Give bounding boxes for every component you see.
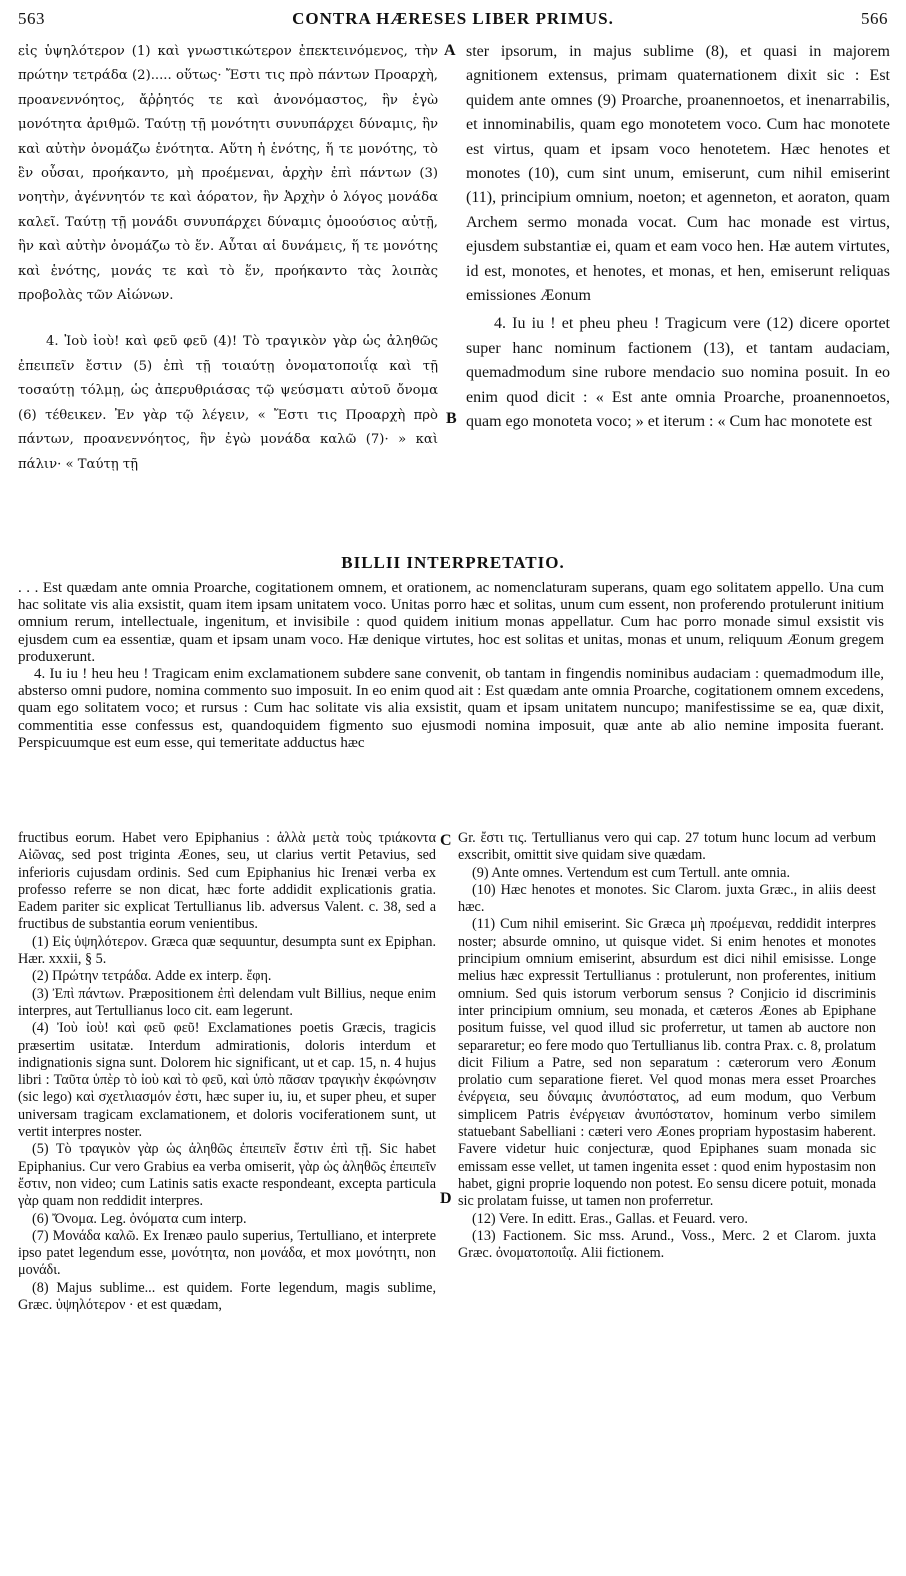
footnote: (9) Ante omnes. Vertendum est cum Tertull. ante omnia. <box>472 864 791 881</box>
footnote: (7) Μονάδα καλῶ. Ex Irenæo paulo superius, Tertulliano, et interprete ipso patet legendum esse, μονότητα, non μονάδα, et mox μονότητι, non μονάδι. <box>18 1227 436 1279</box>
greek-column <box>18 40 438 477</box>
footnote: (8) Majus sublime... est quidem. Forte legendum, magis sublime, Græc. ὑψηλότερον · et est quædam, <box>18 1279 436 1314</box>
footnote: (5) Τὸ τραγικὸν γὰρ ὡς ἀληθῶς ἐπειπεῖν ἔστιν ἐπὶ τῇ. Sic habet Epiphanius. Cur vero Grabius ea verba omiserit, γὰρ ὡς ἀληθῶς ἐπειπεῖν ἔστιν, non video; cum Latinis satis exacte respondeant, excepta particula γὰρ quam non reddidit interpres. <box>18 1141 436 1210</box>
footnote: Gr. ἔστι τις. Tertullianus vero qui cap. 27 totum hunc locum ad verbum exscribit, omittit sive quidam sive quædam. <box>458 830 876 864</box>
footnotes-right-column <box>458 830 876 1262</box>
footnote: (13) Factionem. Sic mss. Arund., Voss., Merc. 2 et Clarom. juxta Græc. ὀνοματοποιΐᾳ. Alii fictionem. <box>458 1227 876 1262</box>
footnote: (2) Πρώτην τετράδα. Adde ex interp. ἔφη. <box>32 968 272 985</box>
latin-paragraph: ster ipsorum, in majus sublime (8), et quasi in majorem agnitionem extensus, primam quaternationem dixit sic : Est quidem ante omnes (9) Proarche, proanennoetos, et inenarrabilis, et innominabilis, quam ego monotetem voco. Cum hac monotete est virtus, quam et ipsam voco henotetem. Hæc henotes et monotes (10), cum sint unum, emiserunt, cum nihil emiserint (11), principium omnium, noeton; et agenneton, et aoraton, quam Archem sermo monada vocat. Cum hac monade est virtus, ejusdem substantiæ ei, quam et eam voco hen. Hæ autem virtutes, id est, monotes, et henotes, et monas, et hen, emiserunt reliquas emissiones Æonum <box>466 43 890 305</box>
billii-interpretation <box>18 580 884 752</box>
footnote: (12) Vere. In editt. Eras., Gallas. et Feuard. vero. <box>472 1210 748 1227</box>
footnote: (11) Cum nihil emiserint. Sic Græca μὴ προέμεναι, reddidit interpres noster; absurde omnino, ut quisque videt. Si enim henotes et monotes principium omnium emiserint, absurdum est dici nihil emisisse. Longe melius hæc expressit Tertullianus : protulerunt, non proferentes, initium omnium. Sed quis istorum verborum sensus ? Conjicio id discriminis inter principium omnium, seu monada, et cæteros Æones ab Epiphane positum fuisse, vel quod illud sic proferretur, ut tamen ab auctore non separaretur; eo fere modo quo Tertullianus lib. contra Prax. c. 8, prolatum dicit Filium a Patre, sed non separatum : cæterorum vero Æonum prolatio cum separatione fieret. Vel quod monas mera esset Proarches ἐνέργεια, seu δύναμις ἀνυπόστατος, ad eum modum, quo Verbum simplicem Patris ἐνέργειαν ἀνυπόστατον, hominum verbo similem statuebant Sabelliani : cæteri vero Æones propriam hypostasim haberent. Favere videtur huic conjecturæ, quod Epiphanes suam monada sic emissam esse vellet, ut tamen ingenita esset : quod enim hypostasim non habet, gigni proprie loquendo non potest. Eo sensu dicere potuit, monada sic prolatam fuisse, ut tamen non proferretur. <box>458 916 876 1210</box>
interpretation-paragraph: . . . Est quædam ante omnia Proarche, cogitationem omnem, et orationem, ac nomenclaturam superans, quam ego solitatem appello. Una cum hac solitate vis alia exsistit, quam item ipsam unitatem voco. Unitas porro hæc et solitas, unum cum essent, non proferendo protulerunt initium omnium rerum, intellectuale, ingenitum, et invisibile : quod quidem initium monas appellatur. Cum hac porro monade simul exsistit vis ejusdem cum ea essentiæ, quam et ipsam unam voco. Hæ denique virtutes, hoc est solitas et unitas, monas et unum, reliquum Æonum gregem produxerunt. <box>18 580 884 665</box>
page-number-left: 563 <box>18 9 45 28</box>
section-heading: BILLII INTERPRETATIO. <box>341 553 565 572</box>
margin-letter-a: A <box>444 42 456 59</box>
margin-letter-b: B <box>446 410 457 427</box>
running-head <box>18 4 888 34</box>
greek-paragraph: 4. Ἰοὺ ἰοὺ! καὶ φεῦ φεῦ (4)! Τὸ τραγικὸν γὰρ ὡς ἀληθῶς ἐπειπεῖν ἔστιν (5) ἐπὶ τῇ τοιαύτῃ ὀνοματοποιΐᾳ καὶ τῇ τοσαύτῃ τόλμῃ, ὡς ἀπερυθριάσας τῷ ψεύσματι αὐτοῦ ὄνομα (6) τέθεικεν. Ἐν γὰρ τῷ λέγειν, « Ἔστι τις Προαρχὴ πρὸ πάντων, προανεννόητος, ἣν ἐγὼ μονάδα καλῶ (7)· » καὶ πάλιν· « Ταύτῃ τῇ <box>18 334 438 472</box>
footnote: (1) Εἰς ὑψηλότερον. Græca quæ sequuntur, desumpta sunt ex Epiphan. Hær. xxxii, § 5. <box>18 933 436 968</box>
footnote: (10) Hæc henotes et monotes. Sic Clarom. juxta Græc., in aliis deest hæc. <box>458 881 876 916</box>
interpretation-paragraph: 4. Iu iu ! heu heu ! Tragicam enim exclamationem subdere sane convenit, ob tantam in fingendis nominibus audaciam : quemadmodum ille, absterso omni pudore, nomina commento suo imposuit. In eo enim quod ait : Est quædam ante omnia Proarche, cogitationem omnem excedens, quam ego solitatem voco; et rursus : Cum hac solitate vis alia exsistit, quam et ipsam unitatem nuncupo; manifestissime se ea, quæ dixit, commentitia esse confessus est, quandoquidem figmento suo ejusmodi nomina imposuit, quæ ante ab alio nemine imposita fuerant. Perspicuumque est eum esse, qui temeritate adductus hæc <box>18 666 884 751</box>
parallel-text <box>18 40 888 540</box>
latin-column <box>466 40 890 435</box>
margin-letter-d: D <box>440 1190 452 1207</box>
footnote: (3) Ἐπὶ πάντων. Præpositionem ἐπὶ delendam vult Billius, neque enim interpres, aut Tertullianus loco cit. eam legerunt. <box>18 985 436 1019</box>
footnote: (6) Ὄνομα. Leg. ὀνόματα cum interp. <box>32 1210 247 1227</box>
footnote: fructibus eorum. Habet vero Epiphanius : ἀλλὰ μετὰ τοὺς τριάκοντα Αἰῶνας, sed post triginta Æones, seu, ut clarius vertit Petavius, sed inferioris cujusdam ordinis. Sed cum Epiphanius hic Irenæi verba ex professo referre se non dicat, hæc forte addidit explicationis gratia. Eadem pariter sic explicat Tertullianus lib. adversus Valent. c. 38, sed a fructibus de substantia eorum venientibus. <box>18 830 436 933</box>
footnote: (4) Ἰοὺ ἰοὺ! καὶ φεῦ φεῦ! Exclamationes poetis Græcis, tragicis præsertim usitatæ. Interdum admirationis, doloris interdum et indignationis signa sunt. Dolorem hic significant, ut et cap. 15, n. 4 hujus libri : Ταῦτα ὑπὲρ τὸ ἰοὺ καὶ τὸ φεῦ, καὶ ὑπὸ πᾶσαν τραγικὴν ἐκφώνησιν (sic lego) καὶ σχετλιασμόν ἐστι, hæc super iu, iu, et super pheu, et super universam tragicam exclamationem, et doloris vociferationem sunt, ut vertit interpres noster. <box>18 1020 436 1141</box>
greek-paragraph: εἰς ὑψηλότερον (1) καὶ γνωστικώτερον ἐπεκτεινόμενος, τὴν πρώτην τετράδα (2)..... οὕτως· Ἔστι τις πρὸ πάντων Προαρχὴ, προανεννόητος, ἄῤῥητός τε καὶ ἀνονόμαστος, ἣν ἐγὼ μονότητα ἀριθμῶ. Ταύτῃ τῇ μονότητι συνυπάρχει δύναμις, ἣν καὶ αὐτὴν ὀνομάζω ἑνότητα. Αὕτη ἡ ἑνότης, ἥ τε μονότης, τὸ ἓν οὖσαι, προήκαντο, μὴ προέμεναι, ἀρχὴν ἐπὶ πάντων (3) νοητὴν, ἀγέννητόν τε καὶ ἀόρατον, ἣν Ἀρχὴν ὁ λόγος μονάδα καλεῖ. Ταύτῃ τῇ μονάδι συνυπάρχει δύναμις ὁμοούσιος αὐτῇ, ἣν καὶ αὐτὴν ὀνομάζω τὸ ἕν. Αὗται αἱ δυνάμεις, ἥ τε μονότης καὶ ἑνότης, μονάς τε καὶ τὸ ἕν, προήκαντο τὰς λοιπὰς προβολὰς τῶν Αἰώνων. <box>18 44 438 304</box>
margin-letter-c: C <box>440 832 452 849</box>
page-title: CONTRA HÆRESES LIBER PRIMUS. <box>292 9 614 28</box>
latin-paragraph: 4. Iu iu ! et pheu pheu ! Tragicum vere (12) dicere oportet super hanc nominum factionem (13), et tantam audaciam, quemadmodum sine rubore mendacio suo nomina posuit. In eo enim quod dicit : « Est ante omnia Proarche, proanennoetos, quam ego monoteta voco; » et iterum : « Cum hac monotete est <box>466 315 890 431</box>
footnotes-left-column <box>18 830 436 1314</box>
page-number-right: 566 <box>861 9 888 28</box>
